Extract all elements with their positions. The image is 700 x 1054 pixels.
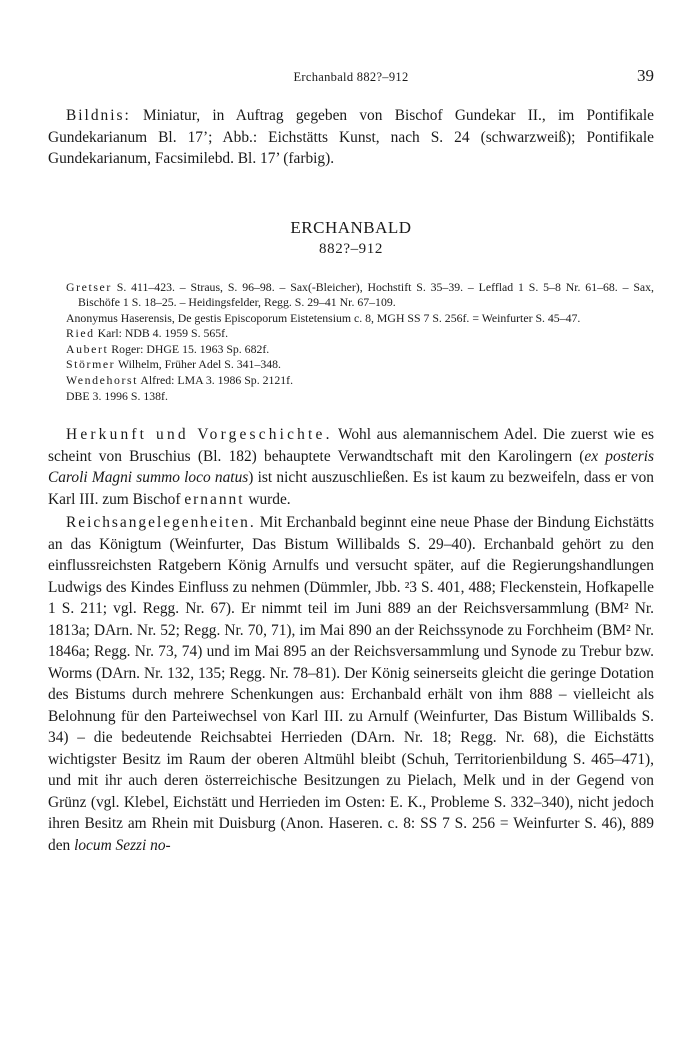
reference-item <box>48 342 654 358</box>
references-list <box>48 280 654 405</box>
reference-text: Anonymus Haserensis, De gestis Episcoporum Eistetensium c. 8, MGH SS 7 S. 256f. = Weinfurter S. 45–47. <box>66 310 581 325</box>
reference-item <box>48 311 654 327</box>
reference-text: Karl: NDB 4. 1959 S. 565f. <box>94 326 229 341</box>
paragraph-heading: Herkunft und Vorgeschichte. <box>66 426 333 444</box>
page-number: 39 <box>637 66 654 85</box>
paragraph-heading: Reichsangelegenheiten. <box>66 514 256 532</box>
body-text <box>48 424 654 856</box>
page-header <box>48 66 654 90</box>
paragraph-text: ) ist nicht auszuschließen. Es ist kaum zu bezweifeln, dass er von Karl III. zum Bischof <box>48 469 654 508</box>
reference-item <box>48 389 654 405</box>
reference-author: Ried <box>66 326 95 341</box>
reference-item <box>48 326 654 342</box>
spaced-word: ernannt <box>184 490 245 508</box>
bildnis-label: Bildnis: <box>66 107 131 124</box>
reference-author: Gretser <box>66 279 112 294</box>
book-page <box>48 0 654 856</box>
reference-author: Wendehorst <box>66 373 139 388</box>
section-dates: 882?–912 <box>319 240 383 257</box>
paragraph-text: Wohl aus alemannischem Adel. Die zuerst wie es scheint von Bruschius (Bl. 182) behauptete Verwandtschaft mit den Karolingern ( <box>48 426 654 465</box>
reference-text: Wilhelm, Früher Adel S. 341–348. <box>115 357 281 372</box>
bildnis-paragraph <box>48 105 654 170</box>
paragraph-text: wurde. <box>244 490 291 508</box>
reference-text: DBE 3. 1996 S. 138f. <box>66 388 168 403</box>
reference-text: Roger: DHGE 15. 1963 Sp. 682f. <box>108 341 270 356</box>
section-title: ERCHANBALD <box>290 217 412 237</box>
reference-item <box>48 373 654 389</box>
running-title: Erchanbald 882?–912 <box>293 70 409 84</box>
latin-quote: locum Sezzi no- <box>74 836 171 854</box>
reference-text: Alfred: LMA 3. 1986 Sp. 2121f. <box>138 373 294 388</box>
reference-item <box>48 357 654 373</box>
reference-text: S. 411–423. – Straus, S. 96–98. – Sax(-Bleicher), Hochstift S. 35–39. – Lefflad 1 S. 5–8 Nr. 61–68. – Sax, Bischöfe 1 S. 18–25. – Heidingsfelder, Regg. S. 29–41 Nr. 67–109. <box>78 279 654 310</box>
reference-author: Störmer <box>66 357 116 372</box>
paragraph-herkunft <box>48 424 654 510</box>
reference-item <box>48 280 654 311</box>
paragraph-reichsangelegenheiten <box>48 512 654 856</box>
reference-author: Aubert <box>66 341 109 356</box>
bildnis-text: Miniatur, in Auftrag gegeben von Bischof Gundekar II., im Pontifikale Gundekarianum Bl. 17’; Abb.: Eichstätts Kunst, nach S. 24 (schwarzweiß); Pontifikale Gundekarianum, Facsimilebd. Bl. 17’ (farbig). <box>48 107 654 167</box>
latin-quote: ex posteris Caroli Magni summo loco natus <box>48 447 654 487</box>
paragraph-text: Mit Erchanbald beginnt eine neue Phase der Bindung Eichstätts an das Königtum (Weinfurter, Das Bistum Willibalds S. 29–40). Erchanbald gehört zu den einflussreichsten Ratgebern König Arnulfs und versucht später, auf die Regierungshandlungen Ludwigs des Kindes Einfluss zu nehmen (Dümmler, Jbb. ²3 S. 401, 488; Fleckenstein, Hofkapelle 1 S. 211; vgl. Regg. Nr. 67). Er nimmt teil im Juni 889 an der Reichsversammlung (BM² Nr. 1813a; DArn. Nr. 52; Regg. Nr. 70, 71), im Mai 890 an der Reichssynode zu Forchheim (BM² Nr. 1846a; Regg. Nr. 73, 74) und im Mai 895 an der Reichsversammlung und Synode zu Trebur bzw. Worms (DArn. Nr. 132, 135; Regg. Nr. 78–81). Der König seinerseits gleicht die geringe Dotation des Bistums durch mehrere Schenkungen aus: Erchanbald erhält von ihm 888 – vielleicht als Belohnung für den Parteiwechsel von Karl III. zu Arnulf (Weinfurter, Das Bistum Willibalds S. 34) – die bedeutende Reichsabtei Herrieden (DArn. Nr. 18; Regg. Nr. 68), die Eichstätts wichtigster Besitz im Raum der oberen Altmühl bleibt (Schuh, Territorienbildung S. 465–471), und mit ihr auch deren österreichische Besitzungen zu Pielach, Melk und in der Gegend von Grünz (vgl. Klebel, Eichstätt und Herrieden im Osten: E. K., Probleme S. 332–340), nicht jedoch ihren Besitz am Rhein mit Duisburg (Anon. Haseren. c. 8: SS 7 S. 256 = Weinfurter S. 46), 889 den <box>48 514 654 854</box>
